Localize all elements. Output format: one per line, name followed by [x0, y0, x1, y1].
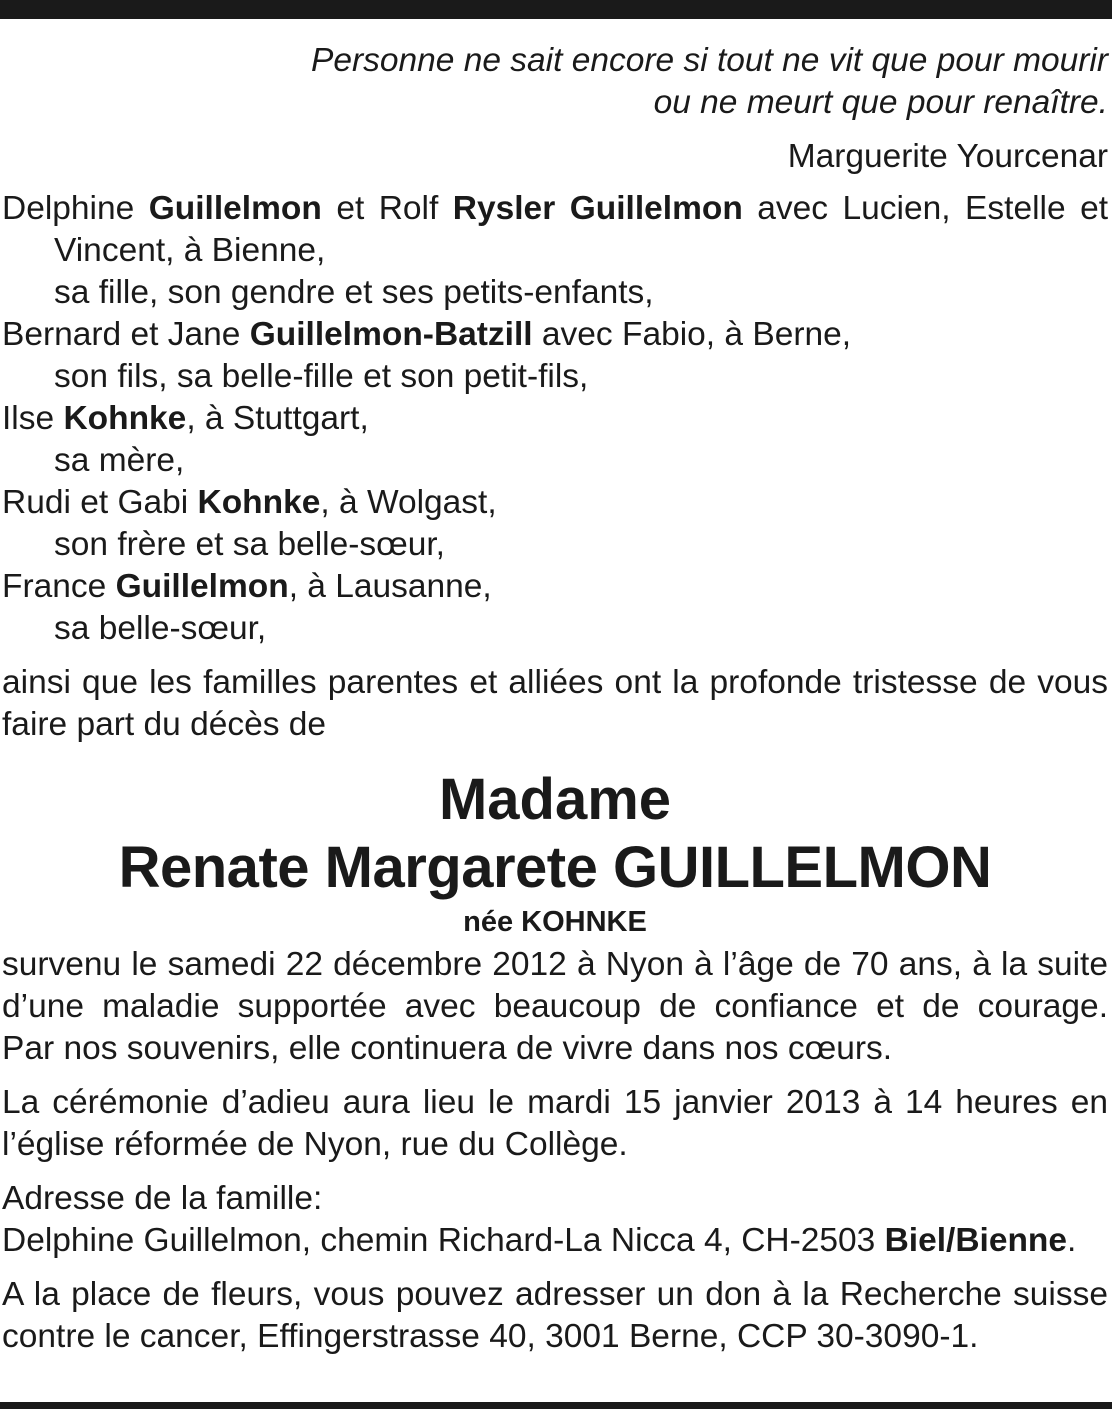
- family-rudi: Rudi et Gabi Kohnke, à Wolgast,: [2, 484, 497, 521]
- family-france-surname: Guillelmon: [115, 568, 289, 605]
- family-france-relation: sa belle-sœur,: [54, 610, 267, 647]
- obituary-notice: [2, 40, 1108, 1358]
- deceased-name-block: [2, 768, 1108, 940]
- ceremony-line-2: l’église réformée de Nyon, rue du Collège.: [2, 1126, 628, 1163]
- quote-line-2: ou ne meurt que pour renaître.: [653, 84, 1108, 121]
- death-details: [2, 944, 1108, 1070]
- quote-author: Marguerite Yourcenar: [787, 138, 1108, 175]
- ceremony-details: [2, 1082, 1108, 1166]
- address-city: Biel/Bienne: [884, 1222, 1068, 1259]
- family-ilse-relation: sa mère,: [54, 442, 185, 479]
- family-list: [2, 188, 1108, 650]
- announcement-line-1: ainsi que les familles parentes et alliées ont la profonde tristesse de vous: [2, 664, 1108, 701]
- address-label: Adresse de la famille:: [2, 1180, 323, 1217]
- ceremony-line-1: La cérémonie d’adieu aura lieu le mardi 15 janvier 2013 à 14 heures en: [2, 1084, 1108, 1121]
- announcement-line-2: faire part du décès de: [2, 706, 327, 743]
- family-france: France Guillelmon, à Lausanne,: [2, 568, 492, 605]
- quote-line-1: Personne ne sait encore si tout ne vit que pour mourir: [311, 42, 1108, 79]
- top-rule: [0, 0, 1112, 19]
- bottom-rule: [0, 1402, 1112, 1409]
- death-line-3: Par nos souvenirs, elle continuera de vivre dans nos cœurs.: [2, 1030, 893, 1067]
- family-rudi-surname: Kohnke: [197, 484, 321, 521]
- deceased-maiden-name: née KOHNKE: [463, 906, 647, 938]
- announcement: [2, 662, 1108, 746]
- family-bernard-relation: son fils, sa belle-fille et son petit-fils,: [54, 358, 589, 395]
- family-delphine-cont: Vincent, à Bienne,: [54, 232, 326, 269]
- donation-line-2: contre le cancer, Effingerstrasse 40, 3001 Berne, CCP 30-3090-1.: [2, 1318, 979, 1355]
- family-delphine-surname: Guillelmon: [148, 190, 322, 227]
- donation-note: [2, 1274, 1108, 1358]
- deceased-salutation: Madame: [438, 767, 672, 832]
- deceased-name: Renate Margarete GUILLELMON: [118, 835, 992, 900]
- family-rudi-relation: son frère et sa belle-sœur,: [54, 526, 445, 563]
- family-bernard: Bernard et Jane Guillelmon-Batzill avec Fabio, à Berne,: [2, 316, 852, 353]
- death-line-1: survenu le samedi 22 décembre 2012 à Nyon à l’âge de 70 ans, à la suite: [2, 946, 1108, 983]
- family-bernard-surname: Guillelmon-Batzill: [249, 316, 533, 353]
- family-ilse: Ilse Kohnke, à Stuttgart,: [2, 400, 369, 437]
- family-rolf-surname: Rysler Guillelmon: [452, 190, 743, 227]
- family-address: [2, 1178, 1108, 1262]
- family-delphine-relation: sa fille, son gendre et ses petits-enfants,: [54, 274, 654, 311]
- epigraph: [2, 40, 1108, 178]
- death-line-2: d’une maladie supportée avec beaucoup de confiance et de courage.: [2, 988, 1108, 1025]
- family-delphine: Delphine Guillelmon et Rolf Rysler Guillelmon avec Lucien, Estelle et: [2, 190, 1109, 227]
- donation-line-1: A la place de fleurs, vous pouvez adresser un don à la Recherche suisse: [2, 1276, 1108, 1313]
- address-line: Delphine Guillelmon, chemin Richard-La Nicca 4, CH-2503 Biel/Bienne.: [2, 1222, 1077, 1259]
- family-ilse-surname: Kohnke: [63, 400, 187, 437]
